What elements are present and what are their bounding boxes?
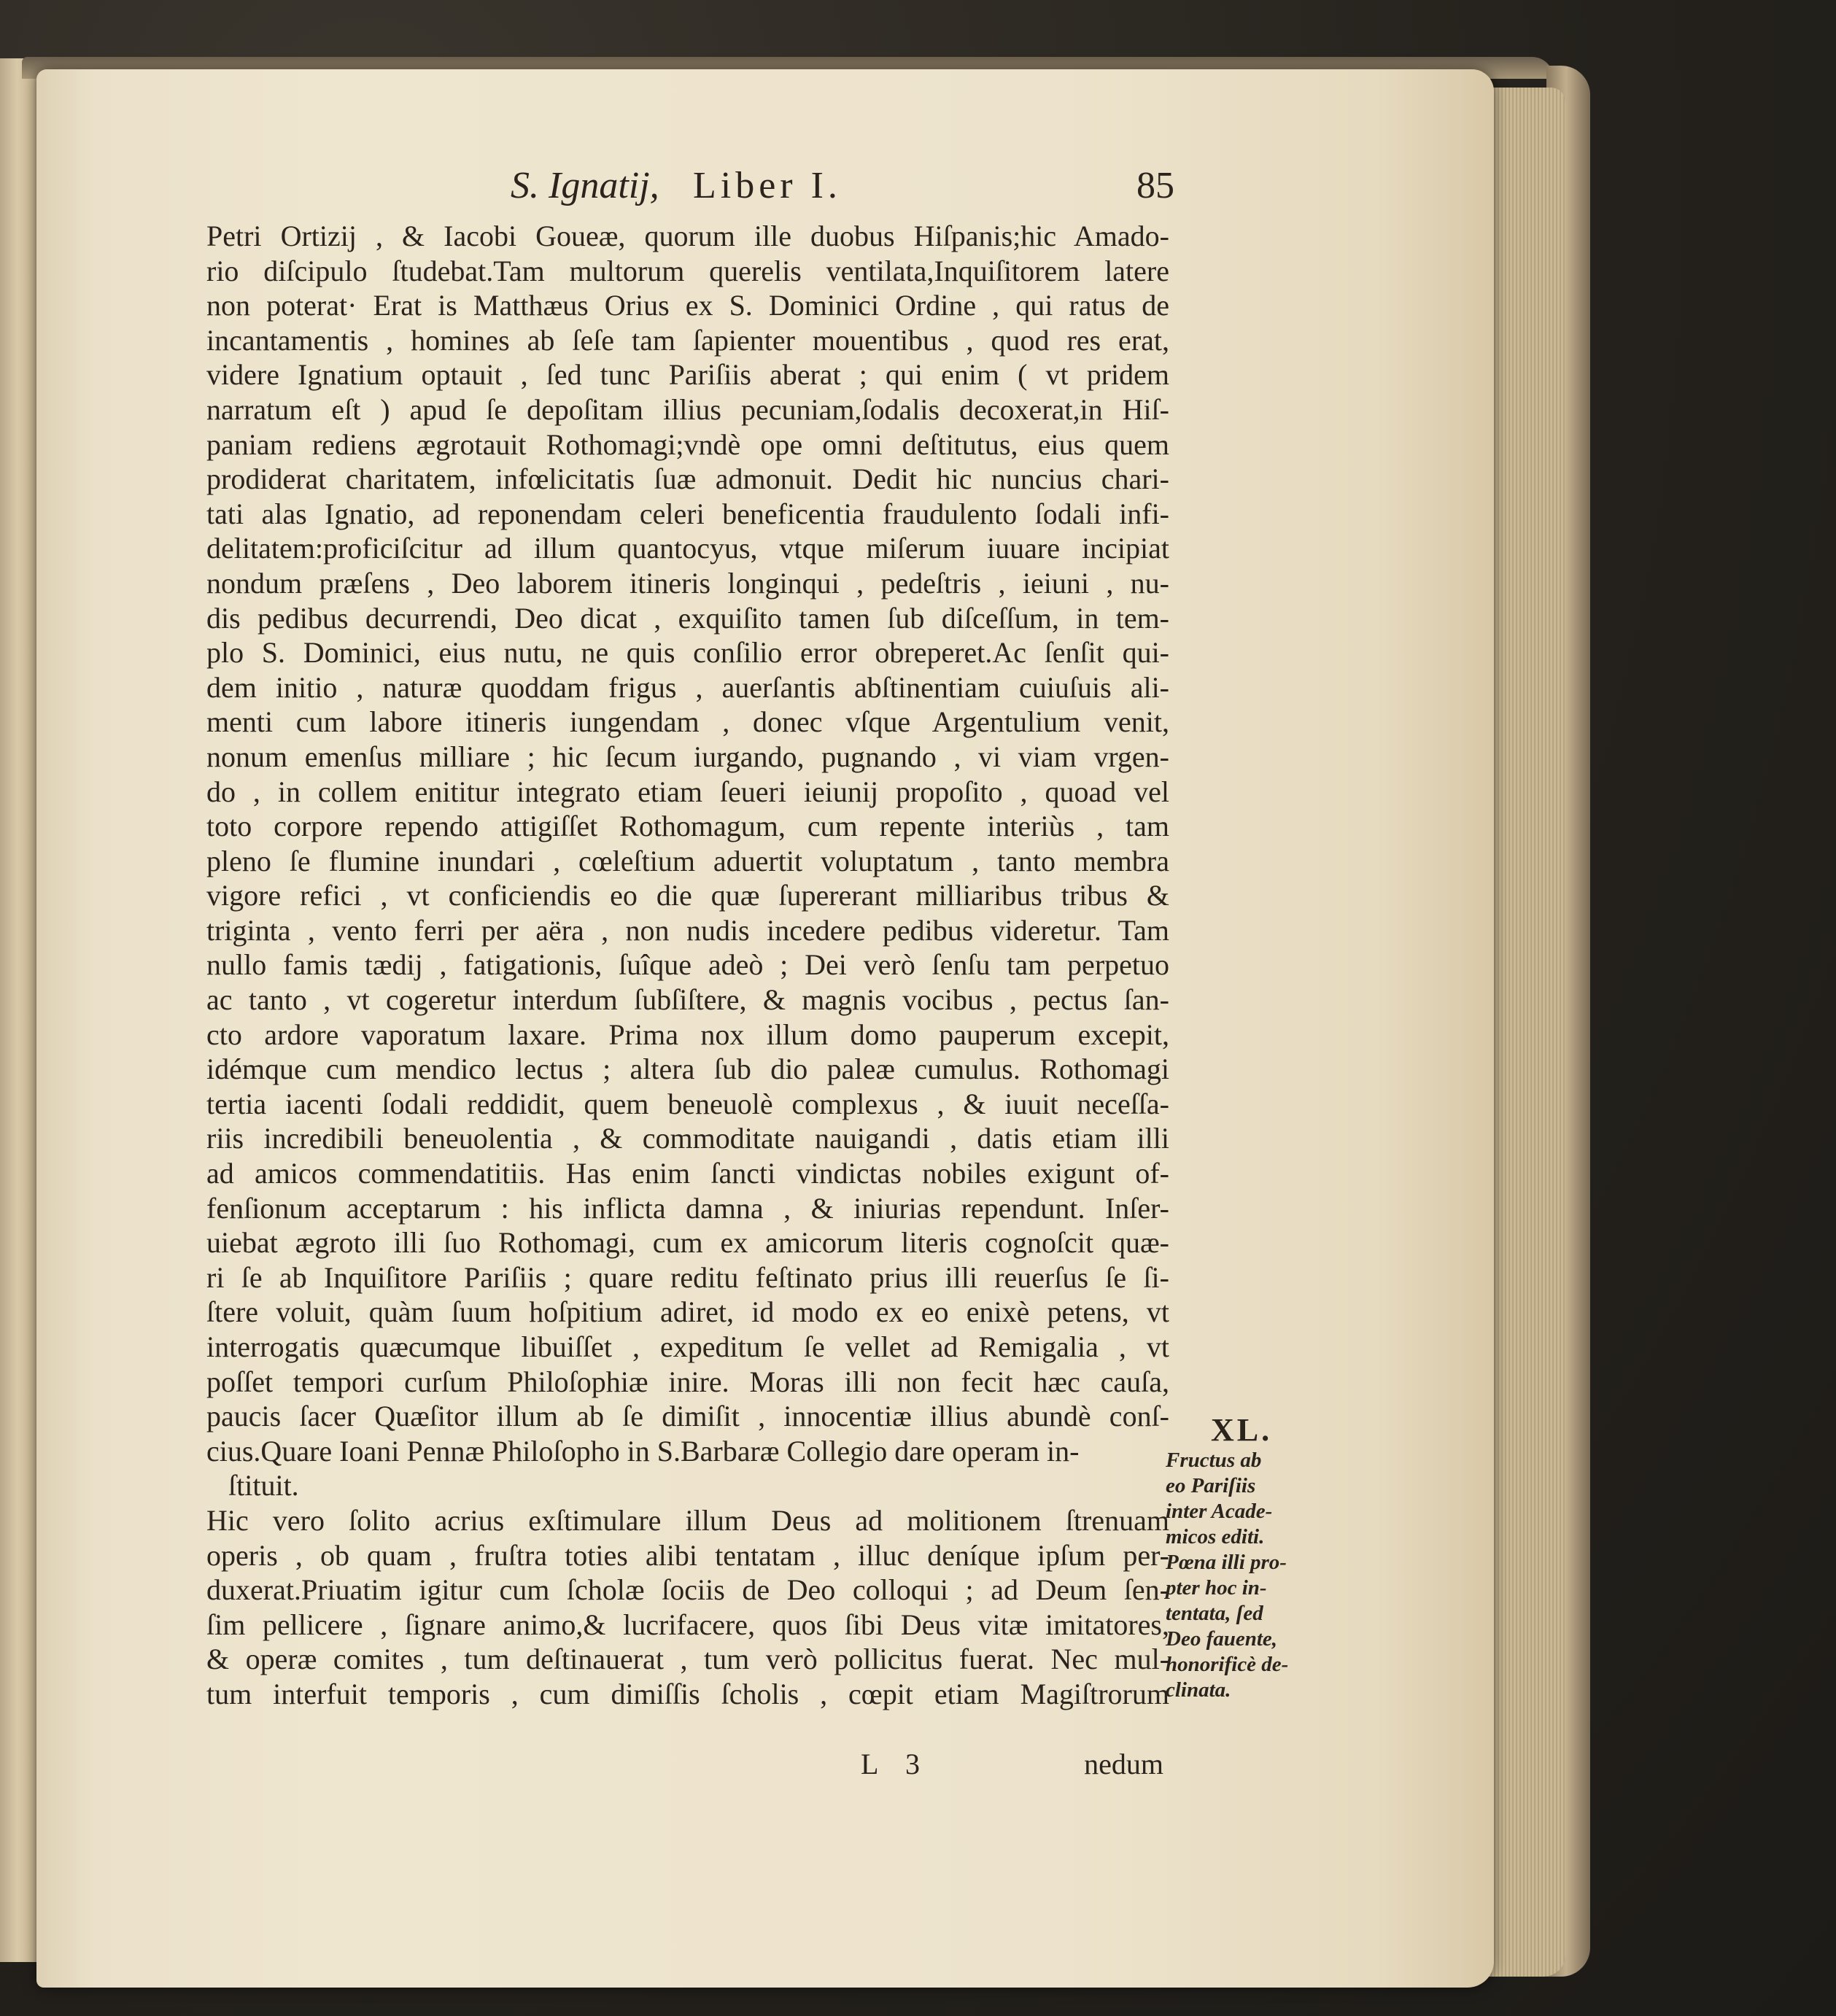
body-text	[206, 219, 1169, 1712]
text-line: Petri Ortizij , & Iacobi Goueæ, quorum ille duobus Hiſpanis;hic Amado-	[206, 220, 1169, 252]
text-line: riis incredibili beneuolentia , & commoditate nauigandi , datis etiam illi	[206, 1122, 1169, 1155]
text-line: ac tanto , vt cogeretur interdum ſubſiſtere, & magnis vocibus , pectus ſan-	[206, 983, 1169, 1017]
header-book: Liber I.	[693, 165, 842, 206]
header-title: S. Ignatij,	[511, 165, 659, 206]
text-line: paucis ſacer Quæſitor illum ab ſe dimiſit , innocentiæ illius abundè conſ-	[206, 1400, 1169, 1433]
marginal-note-line: tentata, ſed	[1166, 1602, 1263, 1625]
text-line: delitatem:proficiſcitur ad illum quantocyus, vtque miſerum iuuare incipiat	[206, 532, 1169, 565]
marginal-note-line: Pœna illi pro-	[1166, 1551, 1287, 1574]
marginal-note-line: micos editi.	[1166, 1525, 1265, 1548]
marginal-note-line: Deo fauente,	[1166, 1627, 1278, 1651]
text-line: tertia iacenti ſodali reddidit, quem beneuolè complexus , & iuuit neceſſa-	[206, 1087, 1169, 1120]
text-line: toto corpore rependo attigiſſet Rothomagum, cum repente interiùs , tam	[206, 810, 1169, 843]
page-block-edges	[1485, 88, 1565, 1977]
marginal-note-line: eo Pariſiis	[1166, 1474, 1256, 1497]
text-line: rio diſcipulo ſtudebat.Tam multorum querelis ventilata,Inquiſitorem latere	[206, 254, 1169, 287]
text-line: poſſet tempori curſum Philoſophiæ inire. Moras illi non fecit hæc cauſa,	[206, 1365, 1169, 1398]
catchword: nedum	[1084, 1748, 1163, 1780]
text-line: ad amicos commendatitiis. Has enim ſancti vindictas nobiles exigunt of-	[206, 1157, 1169, 1190]
text-line: triginta , vento ferri per aëra , non nudis incedere pedibus videretur. Tam	[206, 913, 1169, 947]
text-line: tum interfuit temporis , cum dimiſſis ſcholis , cœpit etiam Magiſtrorum	[206, 1677, 1169, 1710]
text-line: non poterat· Erat is Matthæus Orius ex S. Dominici Ordine , qui ratus de	[206, 289, 1169, 322]
text-line: dem initio , naturæ quoddam frigus , auerſantis abſtinentiam cuiuſuis ali-	[206, 670, 1169, 704]
text-line: narratum eſt ) apud ſe depoſitam illius pecuniam,ſodalis decoxerat,in Hiſ-	[206, 392, 1169, 426]
page-number: 85	[1136, 165, 1174, 206]
text-line: fenſionum acceptarum : his inflicta damna , & iniurias rependunt. Inſer-	[206, 1191, 1169, 1225]
marginal-note-line: pter hoc in-	[1166, 1576, 1267, 1600]
text-line: idémque cum mendico lectus ; altera ſub dio paleæ cumulus. Rothomagi	[206, 1052, 1169, 1086]
text-line: incantamentis , homines ab ſeſe tam ſapienter mouentibus , quod res erat,	[206, 323, 1169, 357]
marginal-note-line: honorificè de-	[1166, 1653, 1289, 1676]
text-line: do , in collem enititur integrato etiam ſeueri ieiunij propoſito , quoad vel	[206, 775, 1169, 808]
text-line: paniam rediens ægrotauit Rothomagi;vndè ope omni deſtitutus, eius quem	[206, 427, 1169, 461]
marginal-note-line: inter Acade-	[1166, 1500, 1273, 1523]
text-line: nonum emenſus milliare ; hic ſecum iurgando, pugnando , vi viam vrgen-	[206, 740, 1169, 773]
text-line: nondum præſens , Deo laborem itineris longinqui , pedeſtris , ieiuni , nu-	[206, 566, 1169, 600]
text-line: Hic vero ſolito acrius exſtimulare illum Deus ad molitionem ſtrenuam	[206, 1503, 1169, 1537]
text-line: prodiderat charitatem, infœlicitatis ſuæ admonuit. Dedit hic nuncius chari-	[206, 462, 1169, 496]
text-line: dis pedibus decurrendi, Deo dicat , exquiſito tamen ſub diſceſſum, in tem-	[206, 601, 1169, 635]
text-line: duxerat.Priuatim igitur cum ſcholæ ſociis de Deo colloqui ; ad Deum ſen-	[206, 1573, 1169, 1607]
text-line: operis , ob quam , fruſtra toties alibi tentatam , illuc deníque ipſum per-	[206, 1538, 1169, 1572]
marginal-note-line: clinata.	[1166, 1678, 1231, 1702]
text-line: uiebat ægroto illi ſuo Rothomagi, cum ex amicorum literis cognoſcit quæ-	[206, 1226, 1169, 1260]
marginal-note-lines	[1166, 1448, 1312, 1703]
signature-mark: L 3	[861, 1748, 930, 1780]
text-line: & operæ comites , tum deſtinauerat , tum verò pollicitus fuerat. Nec mul-	[206, 1643, 1169, 1676]
marginal-note	[1166, 1411, 1312, 1703]
text-line: pleno ſe flumine inundari , cœleſtium aduertit voluptatum , tanto membra	[206, 844, 1169, 877]
text-line: plo S. Dominici, eius nutu, ne quis conſilio error obreperet.Ac ſenſit qui-	[206, 636, 1169, 670]
text-line: ſtere voluit, quàm ſuum hoſpitium adiret, id modo ex eo enixè petens, vt	[206, 1295, 1169, 1329]
running-header	[511, 164, 1174, 215]
text-line: ri ſe ab Inquiſitore Pariſiis ; quare reditu feſtinato prius illi reuerſus ſe ſi-	[206, 1260, 1169, 1294]
text-line: nullo famis tædij , fatigationis, ſuîque adeò ; Dei verò ſenſu tam perpetuo	[206, 948, 1169, 982]
text-line: menti cum labore itineris iungendam , donec vſque Argentulium venit,	[206, 705, 1169, 739]
text-line: tati alas Ignatio, ad reponendam celeri beneficentia fraudulento ſodali infi-	[206, 497, 1169, 530]
text-line: ſtituit.	[228, 1469, 299, 1503]
text-line: interrogatis quæcumque libuiſſet , expeditum ſe vellet ad Remigalia , vt	[206, 1330, 1169, 1363]
text-line: ſim pellicere , ſignare animo,& lucrifacere, quos ſibi Deus vitæ imitatores,	[206, 1608, 1169, 1641]
page-footer	[861, 1747, 1163, 1791]
text-line: vigore refici , vt conficiendis eo die quæ ſupererant milliaribus tribus &	[206, 879, 1169, 912]
marginal-note-number: XL.	[1211, 1412, 1273, 1448]
text-line: cius.Quare Ioani Pennæ Philoſopho in S.Barbaræ Collegio dare operam in-	[206, 1434, 1080, 1468]
text-line: cto ardore vaporatum laxare. Prima nox illum domo pauperum excepit,	[206, 1017, 1169, 1051]
marginal-note-line: Fructus ab	[1166, 1449, 1262, 1472]
text-line: videre Ignatium optauit , ſed tunc Pariſiis aberat ; qui enim ( vt pridem	[206, 358, 1169, 392]
